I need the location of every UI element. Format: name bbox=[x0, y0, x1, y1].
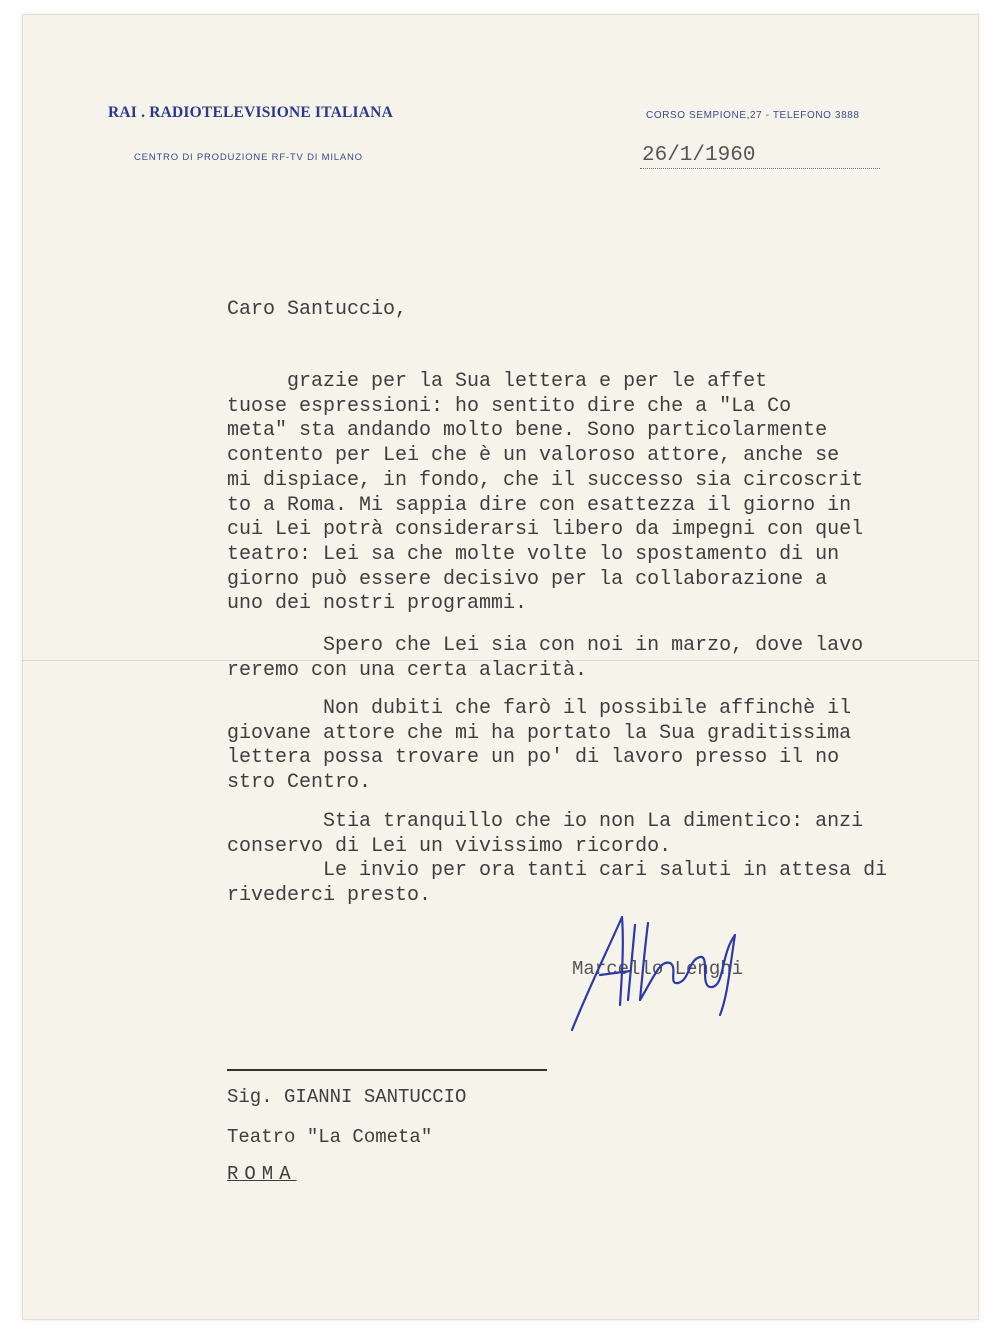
recipient-city: ROMA bbox=[227, 1163, 297, 1185]
letterhead-address: CORSO SEMPIONE,27 - TELEFONO 3888 bbox=[646, 110, 860, 121]
typed-signature-name: Marcello Lenghi bbox=[572, 958, 744, 980]
handwritten-signature bbox=[560, 905, 790, 1035]
letterhead-organization: RAI . RADIOTELEVISIONE ITALIANA bbox=[108, 104, 393, 121]
salutation: Caro Santuccio, bbox=[227, 298, 408, 321]
recipient-theatre: Teatro "La Cometa" bbox=[227, 1126, 433, 1148]
body-paragraph-1: grazie per la Sua lettera e per le affet tuose espressioni: ho sentito dire che a "La Co meta" sta andando molto bene. Sono particolarmente contento per Lei che è un valoroso attore, anche se mi dispiace, in fondo, che il successo sia circoscrit to a Roma. Mi sappia dire con esattezza il giorno in cui Lei potrà considerarsi libero da impegni con quel teatro: Lei sa che molte volte lo spostamento di un giorno può essere decisivo per la collaborazione a uno dei nostri programmi. bbox=[227, 370, 864, 616]
address-divider bbox=[227, 1069, 547, 1071]
letterhead-production-centre: CENTRO DI PRODUZIONE RF-TV DI MILANO bbox=[134, 152, 363, 163]
body-paragraph-2: Spero che Lei sia con noi in marzo, dove lavo reremo con una certa alacrità. bbox=[227, 634, 864, 682]
body-paragraph-4: Stia tranquillo che io non La dimentico: anzi conservo di Lei un vivissimo ricordo. Le invio per ora tanti cari saluti in attesa di rivederci presto. bbox=[227, 810, 888, 908]
body-paragraph-3: Non dubiti che farò il possibile affinchè il giovane attore che mi ha portato la Sua graditissima lettera possa trovare un po' di lavoro presso il no stro Centro. bbox=[227, 697, 852, 795]
letter-date: 26/1/1960 bbox=[642, 144, 756, 167]
recipient-name: Sig. GIANNI SANTUCCIO bbox=[227, 1086, 467, 1108]
